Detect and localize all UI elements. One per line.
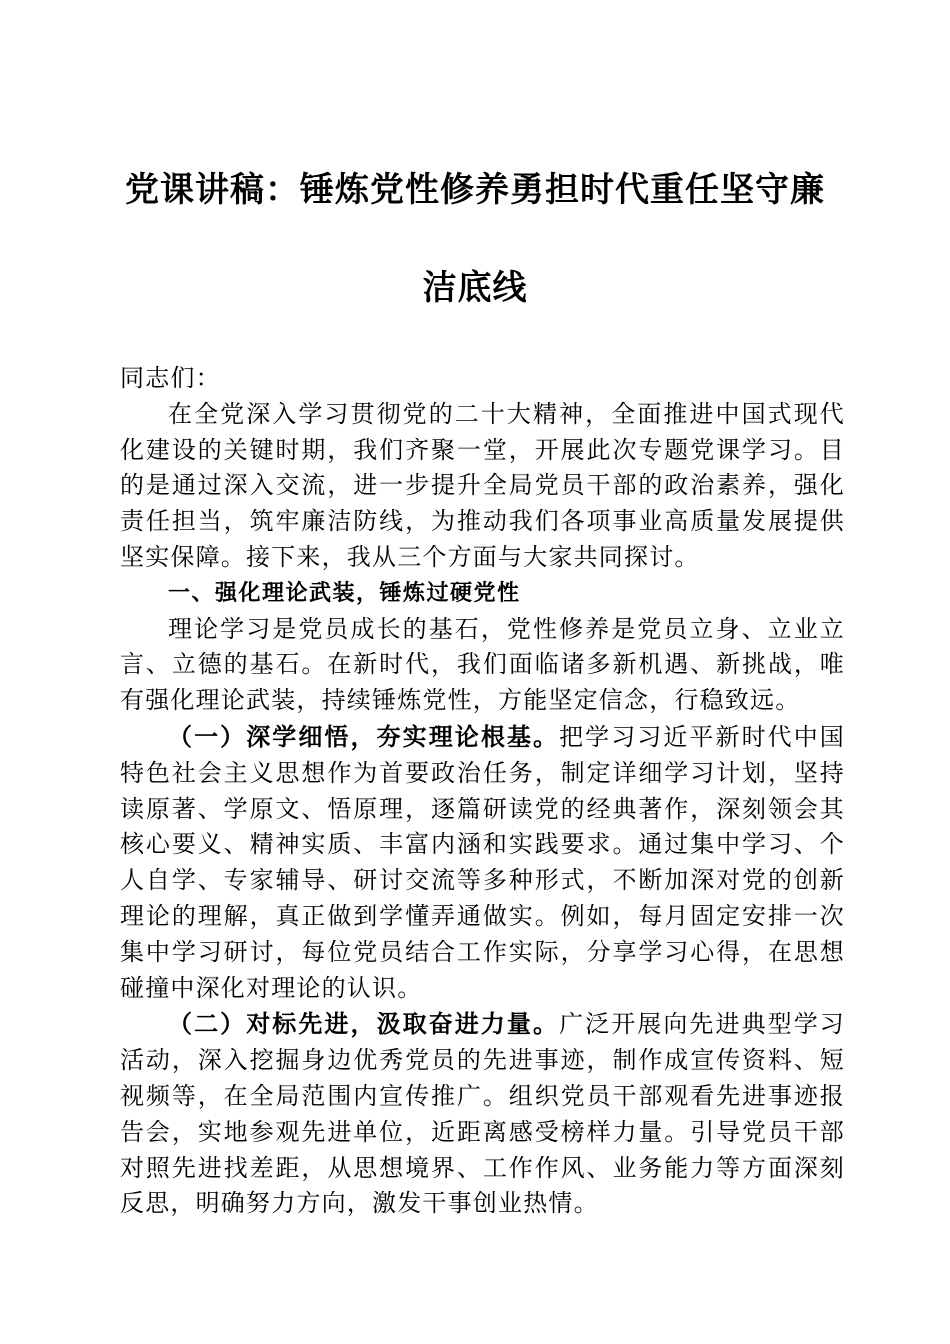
subsection2-text: 广泛开展向先进典型学习活动，深入挖掘身边优秀党员的先进事迹，制作成宣传资料、短视频等，在全局范围内宣传推广。组织党员干部观看先进事迹报告会，实地参观先进单位，近距离感受榜样力量。引导党员干部对照先进找差距，从思想境界、工作作风、业务能力等方面深刻反思，明确努力方向，激发干事创业热情。 — [120, 1010, 845, 1218]
document-title-line1: 党课讲稿：锤炼党性修养勇担时代重任坚守廉 — [125, 170, 825, 210]
document-body — [120, 361, 845, 1222]
intro-paragraph: 在全党深入学习贯彻党的二十大精神，全面推进中国式现代化建设的关键时期，我们齐聚一堂，开展此次专题党课学习。目的是通过深入交流，进一步提升全局党员干部的政治素养，强化责任担当，筑牢廉洁防线，为推动我们各项事业高质量发展提供坚实保障。接下来，我从三个方面与大家共同探讨。 — [120, 399, 845, 571]
document-title-line2: 洁底线 — [422, 268, 528, 308]
subsection2-lead: （二）对标先进，汲取奋进力量。 — [168, 1009, 560, 1039]
subsection2-paragraph — [120, 1006, 845, 1222]
salutation: 同志们： — [120, 364, 221, 392]
subsection1-lead: （一）深学细悟，夯实理论根基。 — [168, 721, 560, 751]
section1-intro-paragraph: 理论学习是党员成长的基石，党性修养是党员立身、立业立言、立德的基石。在新时代，我们面临诸多新机遇、新挑战，唯有强化理论武装，持续锤炼党性，方能坚定信念，行稳致远。 — [120, 614, 845, 715]
subsection1-paragraph — [120, 719, 845, 1006]
section1-heading: 一、强化理论武装，锤炼过硬党性 — [168, 580, 521, 606]
subsection1-text: 把学习习近平新时代中国特色社会主义思想作为首要政治任务，制定详细学习计划，坚持读原著、学原文、悟原理，逐篇研读党的经典著作，深刻领会其核心要义、精神实质、丰富内涵和实践要求。通过集中学习、个人自学、专家辅导、研讨交流等多种形式，不断加深对党的创新理论的理解，真正做到学懂弄通做实。例如，每月固定安排一次集中学习研讨，每位党员结合工作实际，分享学习心得，在思想碰撞中深化对理论的认识。 — [120, 722, 845, 1002]
